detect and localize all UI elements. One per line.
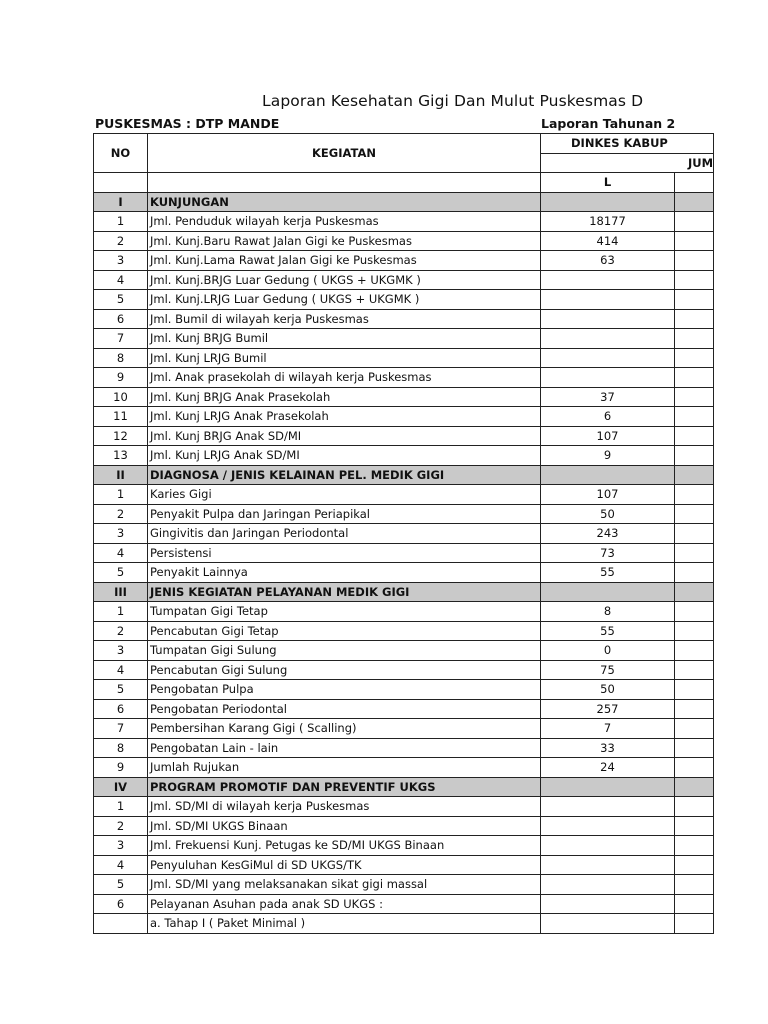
- row-value-l: [541, 797, 675, 817]
- row-no: [94, 914, 148, 934]
- row-no: 2: [94, 504, 148, 524]
- row-no: 1: [94, 797, 148, 817]
- section-row: [94, 192, 714, 212]
- row-extra: [675, 426, 714, 446]
- table-row: [94, 875, 714, 895]
- table-row: [94, 524, 714, 544]
- row-extra: [675, 290, 714, 310]
- row-extra: [675, 543, 714, 563]
- row-kegiatan: Jml. Kunj LRJG Bumil: [148, 348, 541, 368]
- row-value-l: 50: [541, 680, 675, 700]
- row-extra: [675, 270, 714, 290]
- table-row: [94, 602, 714, 622]
- row-extra: [675, 329, 714, 349]
- row-value-l: 24: [541, 758, 675, 778]
- row-extra: [675, 894, 714, 914]
- row-kegiatan: Pengobatan Periodontal: [148, 699, 541, 719]
- row-value-l: 243: [541, 524, 675, 544]
- table-row: [94, 914, 714, 934]
- row-kegiatan: Pembersihan Karang Gigi ( Scalling): [148, 719, 541, 739]
- row-kegiatan: Karies Gigi: [148, 485, 541, 505]
- puskesmas-label: PUSKESMAS : DTP MANDE: [95, 116, 280, 131]
- table-row: [94, 407, 714, 427]
- row-no: 2: [94, 621, 148, 641]
- row-kegiatan: Penyakit Lainnya: [148, 563, 541, 583]
- row-kegiatan: KUNJUNGAN: [148, 192, 541, 212]
- row-no: 4: [94, 855, 148, 875]
- row-no: 11: [94, 407, 148, 427]
- row-value-l: 33: [541, 738, 675, 758]
- table-row: [94, 894, 714, 914]
- table-row: [94, 387, 714, 407]
- row-extra: [675, 348, 714, 368]
- row-no: 1: [94, 212, 148, 232]
- table-row: [94, 348, 714, 368]
- row-kegiatan: JENIS KEGIATAN PELAYANAN MEDIK GIGI: [148, 582, 541, 602]
- row-extra: [675, 309, 714, 329]
- row-value-l: 18177: [541, 212, 675, 232]
- row-value-l: 55: [541, 563, 675, 583]
- row-no: 3: [94, 251, 148, 271]
- row-extra: [675, 855, 714, 875]
- row-kegiatan: Pengobatan Lain - lain: [148, 738, 541, 758]
- row-extra: [675, 699, 714, 719]
- row-kegiatan: Jml. SD/MI di wilayah kerja Puskesmas: [148, 797, 541, 817]
- report-table-container: [93, 133, 714, 931]
- row-extra: [675, 407, 714, 427]
- header-row-1: [94, 134, 714, 154]
- row-kegiatan: Pelayanan Asuhan pada anak SD UKGS :: [148, 894, 541, 914]
- row-extra: [675, 836, 714, 856]
- header-l: L: [541, 173, 675, 193]
- section-row: [94, 582, 714, 602]
- row-extra: [675, 621, 714, 641]
- row-no: 6: [94, 699, 148, 719]
- row-kegiatan: a. Tahap I ( Paket Minimal ): [148, 914, 541, 934]
- row-extra: [675, 816, 714, 836]
- row-kegiatan: Tumpatan Gigi Tetap: [148, 602, 541, 622]
- row-extra: [675, 680, 714, 700]
- row-value-l: [541, 836, 675, 856]
- row-kegiatan: Jumlah Rujukan: [148, 758, 541, 778]
- row-no: 5: [94, 563, 148, 583]
- section-row: [94, 777, 714, 797]
- row-value-l: 7: [541, 719, 675, 739]
- row-kegiatan: Jml. Kunj.LRJG Luar Gedung ( UKGS + UKGMK ): [148, 290, 541, 310]
- header-jumlah: JUM: [541, 153, 714, 173]
- row-no: 5: [94, 680, 148, 700]
- row-value-l: 6: [541, 407, 675, 427]
- row-kegiatan: Gingivitis dan Jaringan Periodontal: [148, 524, 541, 544]
- row-no: 8: [94, 738, 148, 758]
- row-extra: [675, 758, 714, 778]
- table-row: [94, 738, 714, 758]
- row-no: 4: [94, 270, 148, 290]
- section-row: [94, 465, 714, 485]
- row-no: 10: [94, 387, 148, 407]
- row-kegiatan: Jml. Bumil di wilayah kerja Puskesmas: [148, 309, 541, 329]
- row-value-l: [541, 348, 675, 368]
- row-value-l: [541, 270, 675, 290]
- header-row-3: [94, 173, 714, 193]
- report-title: Laporan Kesehatan Gigi Dan Mulut Puskesmas D: [262, 92, 644, 110]
- row-kegiatan: PROGRAM PROMOTIF DAN PREVENTIF UKGS: [148, 777, 541, 797]
- header-dinkes: DINKES KABUP: [541, 134, 714, 154]
- table-row: [94, 699, 714, 719]
- table-row: [94, 563, 714, 583]
- table-row: [94, 543, 714, 563]
- row-no: 6: [94, 309, 148, 329]
- row-value-l: 107: [541, 426, 675, 446]
- row-no: 2: [94, 816, 148, 836]
- row-no: 5: [94, 290, 148, 310]
- row-no: 7: [94, 329, 148, 349]
- row-value-l: 0: [541, 641, 675, 661]
- row-value-l: 414: [541, 231, 675, 251]
- row-extra: [675, 563, 714, 583]
- row-value-l: 55: [541, 621, 675, 641]
- row-value-l: [541, 309, 675, 329]
- row-value-l: [541, 914, 675, 934]
- row-extra: [675, 231, 714, 251]
- table-row: [94, 290, 714, 310]
- row-kegiatan: Jml. Penduduk wilayah kerja Puskesmas: [148, 212, 541, 232]
- row-value-l: [541, 777, 675, 797]
- row-extra: [675, 524, 714, 544]
- report-period-label: Laporan Tahunan 2: [541, 116, 676, 131]
- row-kegiatan: Jml. Kunj.Lama Rawat Jalan Gigi ke Puskesmas: [148, 251, 541, 271]
- table-row: [94, 446, 714, 466]
- table-row: [94, 797, 714, 817]
- table-row: [94, 660, 714, 680]
- row-no: 13: [94, 446, 148, 466]
- table-row: [94, 504, 714, 524]
- row-kegiatan: Penyuluhan KesGiMul di SD UKGS/TK: [148, 855, 541, 875]
- row-kegiatan: Jml. Anak prasekolah di wilayah kerja Puskesmas: [148, 368, 541, 388]
- row-extra: [675, 212, 714, 232]
- row-value-l: [541, 875, 675, 895]
- row-kegiatan: Tumpatan Gigi Sulung: [148, 641, 541, 661]
- row-kegiatan: DIAGNOSA / JENIS KELAINAN PEL. MEDIK GIGI: [148, 465, 541, 485]
- header-blank-no: [94, 173, 148, 193]
- row-extra: [675, 641, 714, 661]
- row-extra: [675, 777, 714, 797]
- row-kegiatan: Jml. SD/MI yang melaksanakan sikat gigi massal: [148, 875, 541, 895]
- row-no: 3: [94, 524, 148, 544]
- row-kegiatan: Jml. Kunj BRJG Bumil: [148, 329, 541, 349]
- row-no: 9: [94, 368, 148, 388]
- row-value-l: 50: [541, 504, 675, 524]
- report-table: [93, 133, 714, 934]
- row-extra: [675, 251, 714, 271]
- row-no: 4: [94, 660, 148, 680]
- row-no: 5: [94, 875, 148, 895]
- row-no: 9: [94, 758, 148, 778]
- row-value-l: [541, 816, 675, 836]
- row-value-l: 37: [541, 387, 675, 407]
- row-value-l: [541, 329, 675, 349]
- row-extra: [675, 914, 714, 934]
- row-extra: [675, 485, 714, 505]
- row-extra: [675, 504, 714, 524]
- row-no: 3: [94, 836, 148, 856]
- row-no: III: [94, 582, 148, 602]
- row-no: I: [94, 192, 148, 212]
- row-value-l: [541, 465, 675, 485]
- table-row: [94, 816, 714, 836]
- table-row: [94, 641, 714, 661]
- header-extra: [675, 173, 714, 193]
- row-kegiatan: Penyakit Pulpa dan Jaringan Periapikal: [148, 504, 541, 524]
- row-no: 2: [94, 231, 148, 251]
- row-kegiatan: Jml. Frekuensi Kunj. Petugas ke SD/MI UKGS Binaan: [148, 836, 541, 856]
- row-extra: [675, 192, 714, 212]
- row-kegiatan: Jml. SD/MI UKGS Binaan: [148, 816, 541, 836]
- row-extra: [675, 797, 714, 817]
- table-row: [94, 329, 714, 349]
- row-value-l: [541, 894, 675, 914]
- row-no: 1: [94, 485, 148, 505]
- row-extra: [675, 602, 714, 622]
- row-no: 3: [94, 641, 148, 661]
- row-value-l: [541, 582, 675, 602]
- row-value-l: [541, 368, 675, 388]
- row-extra: [675, 465, 714, 485]
- row-extra: [675, 738, 714, 758]
- row-extra: [675, 368, 714, 388]
- row-kegiatan: Pengobatan Pulpa: [148, 680, 541, 700]
- table-row: [94, 485, 714, 505]
- row-value-l: 107: [541, 485, 675, 505]
- row-kegiatan: Jml. Kunj BRJG Anak Prasekolah: [148, 387, 541, 407]
- row-value-l: [541, 192, 675, 212]
- table-row: [94, 855, 714, 875]
- row-value-l: 73: [541, 543, 675, 563]
- table-row: [94, 231, 714, 251]
- row-no: II: [94, 465, 148, 485]
- row-extra: [675, 660, 714, 680]
- table-row: [94, 368, 714, 388]
- row-extra: [675, 582, 714, 602]
- row-kegiatan: Jml. Kunj LRJG Anak Prasekolah: [148, 407, 541, 427]
- row-kegiatan: Persistensi: [148, 543, 541, 563]
- table-row: [94, 758, 714, 778]
- row-value-l: [541, 855, 675, 875]
- row-extra: [675, 875, 714, 895]
- table-row: [94, 836, 714, 856]
- row-no: 8: [94, 348, 148, 368]
- row-extra: [675, 446, 714, 466]
- row-kegiatan: Jml. Kunj.BRJG Luar Gedung ( UKGS + UKGMK ): [148, 270, 541, 290]
- row-value-l: 63: [541, 251, 675, 271]
- row-value-l: 8: [541, 602, 675, 622]
- table-row: [94, 270, 714, 290]
- row-extra: [675, 387, 714, 407]
- row-kegiatan: Jml. Kunj.Baru Rawat Jalan Gigi ke Puskesmas: [148, 231, 541, 251]
- row-value-l: 257: [541, 699, 675, 719]
- table-row: [94, 309, 714, 329]
- row-kegiatan: Jml. Kunj LRJG Anak SD/MI: [148, 446, 541, 466]
- row-kegiatan: Pencabutan Gigi Tetap: [148, 621, 541, 641]
- row-no: 6: [94, 894, 148, 914]
- row-no: IV: [94, 777, 148, 797]
- row-no: 7: [94, 719, 148, 739]
- row-extra: [675, 719, 714, 739]
- header-no: NO: [94, 134, 148, 173]
- table-row: [94, 426, 714, 446]
- row-value-l: 75: [541, 660, 675, 680]
- table-row: [94, 719, 714, 739]
- row-value-l: 9: [541, 446, 675, 466]
- header-kegiatan: KEGIATAN: [148, 134, 541, 173]
- row-value-l: [541, 290, 675, 310]
- table-row: [94, 621, 714, 641]
- row-no: 1: [94, 602, 148, 622]
- header-blank-kegiatan: [148, 173, 541, 193]
- table-row: [94, 251, 714, 271]
- row-no: 12: [94, 426, 148, 446]
- row-kegiatan: Jml. Kunj BRJG Anak SD/MI: [148, 426, 541, 446]
- table-row: [94, 212, 714, 232]
- table-row: [94, 680, 714, 700]
- row-no: 4: [94, 543, 148, 563]
- row-kegiatan: Pencabutan Gigi Sulung: [148, 660, 541, 680]
